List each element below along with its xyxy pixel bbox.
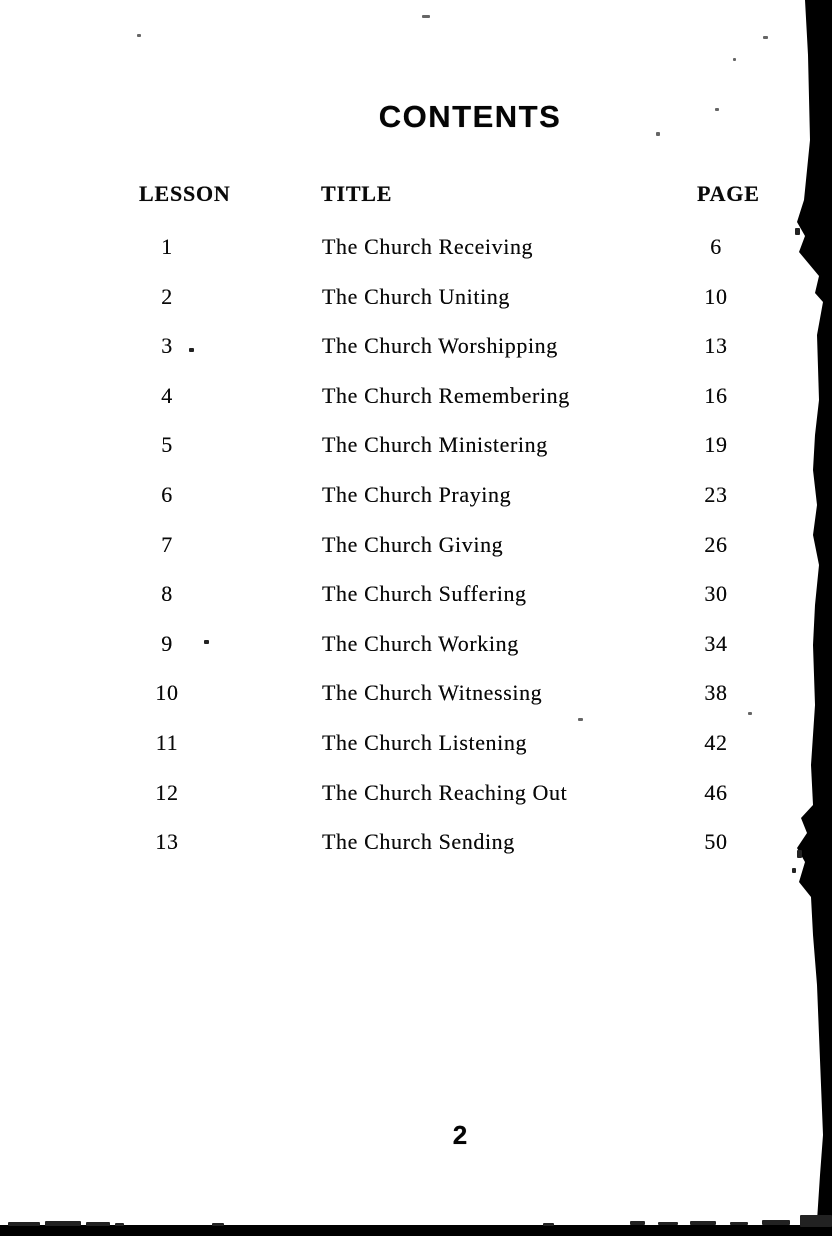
scan-speck xyxy=(795,228,800,235)
lesson-title: The Church Witnessing xyxy=(322,680,543,706)
lesson-number: 12 xyxy=(155,779,179,805)
scan-speck xyxy=(578,718,583,721)
page-number-cell: 6 xyxy=(710,234,722,259)
table-row xyxy=(0,371,832,421)
scan-speck xyxy=(800,1215,832,1227)
lesson-number: 1 xyxy=(161,234,173,259)
lesson-title: The Church Working xyxy=(322,630,519,656)
table-row xyxy=(0,668,832,718)
lesson-title: The Church Suffering xyxy=(322,581,527,607)
lesson-number: 10 xyxy=(155,680,179,706)
scan-speck xyxy=(733,58,736,61)
page-number-cell: 42 xyxy=(704,729,728,755)
lesson-number: 13 xyxy=(155,829,179,855)
scan-speck xyxy=(86,1222,110,1226)
page-number-cell: 23 xyxy=(704,481,728,507)
scan-speck xyxy=(137,34,141,37)
scan-speck xyxy=(8,1222,40,1226)
scan-speck xyxy=(762,1220,790,1225)
lesson-title: The Church Sending xyxy=(322,829,515,855)
lesson-title: The Church Uniting xyxy=(322,283,510,309)
scan-speck xyxy=(630,1221,645,1225)
scan-speck xyxy=(422,15,430,18)
table-row xyxy=(0,817,832,867)
scan-speck xyxy=(656,132,660,136)
page-number-cell: 34 xyxy=(704,630,728,656)
page-number-cell: 16 xyxy=(704,382,728,408)
column-header-lesson: LESSON xyxy=(139,181,231,206)
table-header-row xyxy=(0,181,832,211)
table-row xyxy=(0,569,832,619)
scan-speck xyxy=(658,1222,678,1225)
scan-speck xyxy=(730,1222,748,1225)
scan-speck xyxy=(690,1221,716,1225)
scan-speck xyxy=(797,850,802,858)
table-row xyxy=(0,222,832,272)
lesson-title: The Church Listening xyxy=(322,729,528,755)
page-number-cell: 46 xyxy=(704,779,728,805)
scan-speck xyxy=(543,1223,554,1226)
lesson-title: The Church Worshipping xyxy=(322,333,558,359)
table-row xyxy=(0,520,832,570)
scan-speck xyxy=(204,640,209,644)
lesson-number: 3 xyxy=(161,333,173,359)
lesson-number: 4 xyxy=(161,382,173,408)
scan-artifact-bottom-bar xyxy=(0,1225,832,1236)
page-number-cell: 19 xyxy=(704,432,728,458)
table-row xyxy=(0,768,832,818)
lesson-number: 2 xyxy=(161,283,173,309)
lesson-number: 8 xyxy=(161,581,173,607)
scan-speck xyxy=(763,36,768,39)
scan-speck xyxy=(189,348,194,352)
lesson-title: The Church Remembering xyxy=(322,382,570,408)
column-header-page: PAGE xyxy=(697,181,760,206)
page-number-cell: 10 xyxy=(704,283,728,309)
table-row xyxy=(0,321,832,371)
folio-page-number: 2 xyxy=(452,1120,468,1150)
lesson-number: 5 xyxy=(161,432,173,458)
page-number-cell: 13 xyxy=(704,333,728,359)
lesson-title: The Church Giving xyxy=(322,531,504,557)
page-number-cell: 26 xyxy=(704,531,728,557)
page-number-cell: 30 xyxy=(704,581,728,607)
scan-speck xyxy=(792,868,796,873)
lesson-number: 7 xyxy=(161,531,173,557)
scan-speck xyxy=(212,1223,224,1226)
lesson-number: 6 xyxy=(161,481,173,507)
table-row xyxy=(0,619,832,669)
lesson-title: The Church Praying xyxy=(322,481,512,507)
scan-speck xyxy=(45,1221,81,1226)
page-title: CONTENTS xyxy=(378,99,562,134)
page-number-cell: 38 xyxy=(704,680,728,706)
lesson-title: The Church Reaching Out xyxy=(322,779,568,805)
contents-table xyxy=(0,222,832,867)
scan-speck xyxy=(748,712,752,715)
lesson-title: The Church Receiving xyxy=(322,234,534,259)
table-row xyxy=(0,272,832,322)
table-row xyxy=(0,470,832,520)
lesson-number: 11 xyxy=(155,729,179,755)
lesson-number: 9 xyxy=(161,630,173,656)
scan-speck xyxy=(115,1223,124,1226)
column-header-title: TITLE xyxy=(321,181,393,206)
table-row xyxy=(0,718,832,768)
lesson-title: The Church Ministering xyxy=(322,432,548,458)
table-row xyxy=(0,420,832,470)
page-number-cell: 50 xyxy=(704,829,728,855)
scan-speck xyxy=(715,108,719,111)
